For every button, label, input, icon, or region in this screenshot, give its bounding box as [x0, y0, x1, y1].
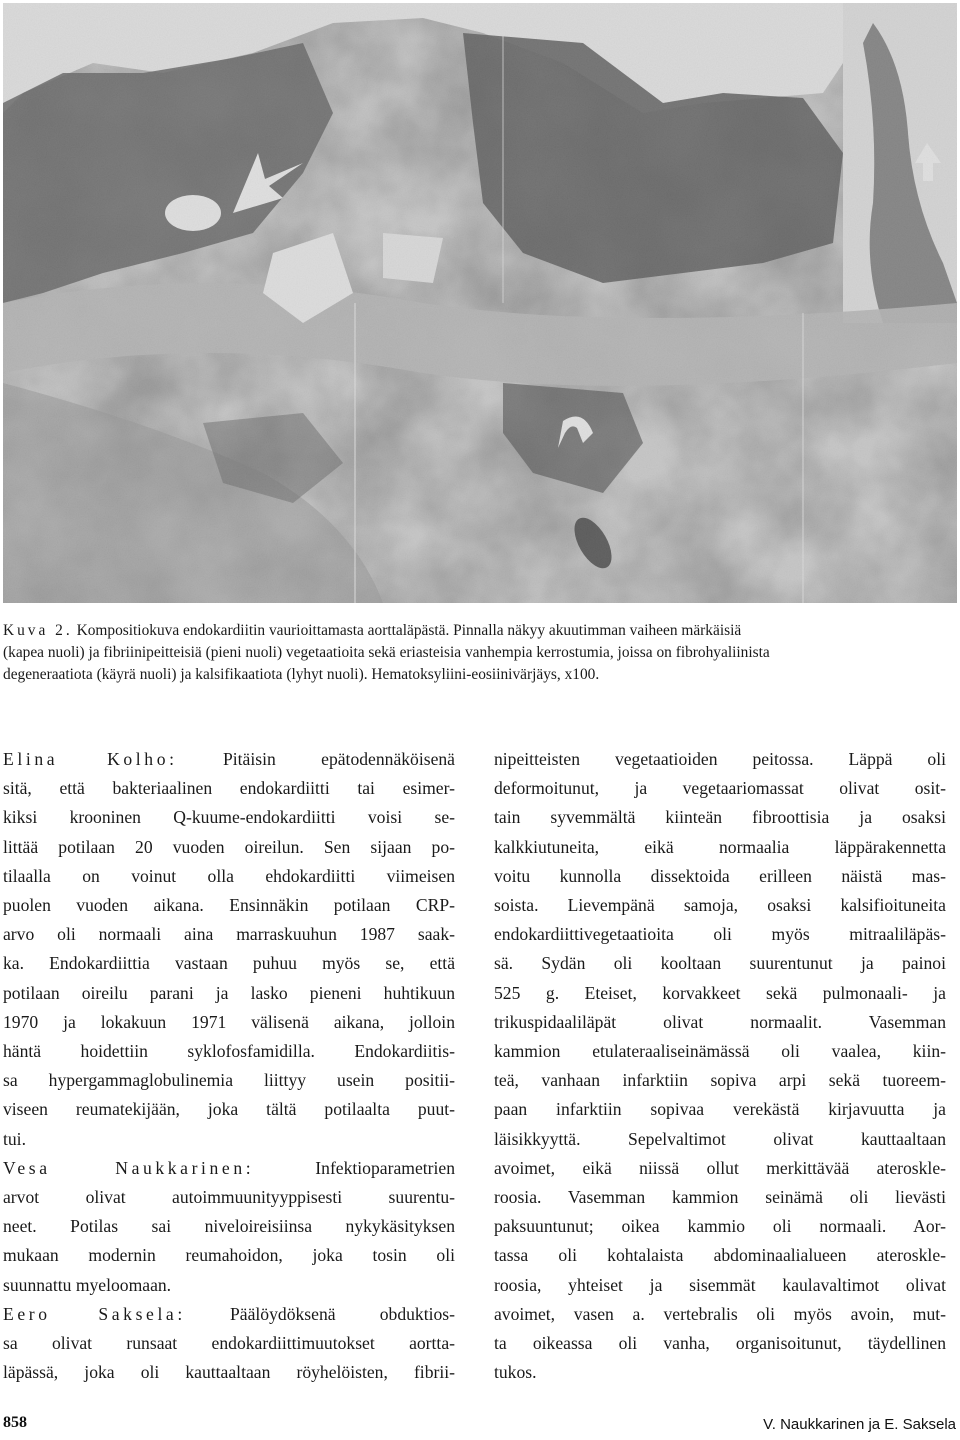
- line-text: nipeitteisten vegetaatioiden peitossa. Läppä oli: [494, 749, 946, 769]
- text-line: [3, 803, 455, 832]
- text-line: [3, 920, 455, 949]
- text-line: [494, 803, 946, 832]
- text-line: [3, 1183, 455, 1212]
- histology-composite-figure: [3, 3, 957, 603]
- line-text: 525 g. Eteiset, korvakkeet sekä pulmonaali- ja: [494, 982, 946, 1003]
- text-line: [3, 774, 455, 803]
- line-text: läpässä, joka oli kauttaaltaan röyhelöisten, fibrii-: [3, 1362, 455, 1383]
- line-text: sa olivat runsaat endokardiittimuutokset aortta-: [3, 1333, 455, 1354]
- line-text: Infektioparametrien: [254, 1157, 455, 1178]
- text-line: [494, 1125, 946, 1154]
- line-text: roosia. Vasemman kammion seinämä oli lievästi: [494, 1187, 946, 1208]
- text-line: [494, 745, 946, 774]
- line-text: potilaan oireilu parani ja lasko pieneni huhtikuun: [3, 982, 455, 1003]
- text-line: [3, 1066, 455, 1095]
- line-text: ka. Endokardiittia vastaan puhuu myös se, että: [3, 953, 455, 974]
- text-line: [3, 1037, 455, 1066]
- text-line: [3, 833, 455, 862]
- text-line: [494, 1037, 946, 1066]
- caption-label: Kuva 2.: [3, 622, 73, 639]
- speaker-name: Vesa Naukkarinen:: [3, 1157, 255, 1178]
- text-line: [494, 949, 946, 978]
- line-text: avoimet, vasen a. vertebralis oli myös avoin, mut-: [494, 1303, 946, 1324]
- text-line: [3, 745, 455, 774]
- line-text: häntä hoidettiin syklofosfamidilla. Endokardiitis-: [3, 1041, 455, 1062]
- line-text: sä. Sydän oli kooltaan suurentunut ja painoi: [494, 953, 946, 974]
- line-text: arvot olivat autoimmuunityyppisesti suurentu-: [3, 1187, 455, 1208]
- line-text: soista. Lievempänä samoja, osaksi kalsifioituneita: [494, 895, 946, 916]
- line-text: viseen reumatekijään, joka tältä potilaalta puut-: [3, 1099, 455, 1120]
- left-text-column: [3, 745, 455, 1387]
- line-text: läisikkyyttä. Sepelvaltimot olivat kauttaaltaan: [494, 1128, 946, 1149]
- line-text: kiksi krooninen Q-kuume-endokardiitti voisi se-: [3, 807, 455, 828]
- line-text: tilaalla on voinut olla ehdokardiitti viimeisen: [3, 865, 455, 886]
- caption-line-3: degeneraatiota (käyrä nuoli) ja kalsifikaatiota (lyhyt nuoli). Hematoksyliini-eosiinivärjäys, x100.: [3, 666, 600, 683]
- line-text: tain syvemmältä kiinteän fibroottisia ja osaksi: [494, 807, 946, 828]
- caption-text-1: Kompositiokuva endokardiitin vaurioittamasta aorttaläpästä. Pinnalla näkyy akuutimman vaiheen märkäisiä: [76, 622, 742, 639]
- text-line: [3, 1008, 455, 1037]
- text-line: [3, 1358, 455, 1387]
- line-text: arvo oli normaali aina marraskuuhun 1987 saak-: [3, 924, 455, 945]
- line-text: avoimet, eikä niissä ollut merkittävää ateroskle-: [494, 1157, 946, 1178]
- text-line: [3, 949, 455, 978]
- text-line: [494, 833, 946, 862]
- text-line: [3, 979, 455, 1008]
- text-line: [494, 1095, 946, 1124]
- line-text: endokardiittivegetaatioita oli myös mitraaliläpäs-: [494, 924, 946, 945]
- page-number: 858: [3, 1414, 27, 1431]
- text-line: [494, 1329, 946, 1358]
- line-text: littää potilaan 20 vuoden oireilun. Sen sijaan po-: [3, 836, 455, 857]
- text-line: [494, 1241, 946, 1270]
- line-text: sitä, että bakteriaalinen endokardiitti tai esimer-: [3, 778, 455, 799]
- text-line: [3, 1212, 455, 1241]
- text-line: [3, 1095, 455, 1124]
- micrograph-image: [3, 3, 957, 603]
- text-line: [3, 1329, 455, 1358]
- text-line: [494, 1008, 946, 1037]
- line-text: trikuspidaaliläpät olivat normaalit. Vasemman: [494, 1011, 946, 1032]
- caption-line-1: [3, 620, 957, 642]
- text-line: [3, 1125, 455, 1154]
- text-line: [494, 774, 946, 803]
- text-line: [494, 862, 946, 891]
- line-text: paksuuntunut; oikea kammio oli normaali. Aor-: [494, 1216, 946, 1237]
- text-line: [3, 1154, 455, 1183]
- line-text: suunnattu myeloomaan.: [3, 1274, 172, 1295]
- text-line: [3, 862, 455, 891]
- text-line: [3, 1300, 455, 1329]
- line-text: neet. Potilas sai niveloireisiinsa nykykäsityksen: [3, 1216, 455, 1237]
- speaker-name: Eero Saksela:: [3, 1303, 186, 1324]
- text-line: [3, 891, 455, 920]
- right-text-column: [494, 745, 946, 1387]
- text-line: [3, 1271, 455, 1300]
- line-text: 1970 ja lokakuun 1971 välisenä aikana, jolloin: [3, 1011, 455, 1032]
- line-text: deformoitunut, ja vegetaariomassat olivat osit-: [494, 778, 946, 799]
- text-line: [494, 1300, 946, 1329]
- line-text: roosia, yhteiset ja sisemmät kaulavaltimot olivat: [494, 1274, 946, 1295]
- line-text: Pitäisin epätodennäköisenä: [177, 749, 455, 769]
- line-text: Päälöydöksenä obduktios-: [185, 1303, 455, 1324]
- text-line: [3, 1241, 455, 1270]
- line-text: sa hypergammaglobulinemia liittyy usein positii-: [3, 1070, 455, 1091]
- line-text: tukos.: [494, 1362, 537, 1383]
- line-text: tui.: [3, 1128, 26, 1149]
- text-line: [494, 979, 946, 1008]
- line-text: puolen vuoden aikana. Ensinnäkin potilaan CRP-: [3, 895, 455, 916]
- text-line: [494, 1212, 946, 1241]
- text-line: [494, 891, 946, 920]
- speaker-name: Elina Kolho:: [3, 749, 178, 769]
- line-text: kammion etulateraaliseinämässä oli vaalea, kiin-: [494, 1041, 946, 1062]
- text-line: [494, 1066, 946, 1095]
- line-text: teä, vanhaan infarktiin sopiva arpi sekä tuoreem-: [494, 1070, 946, 1091]
- line-text: paan infarktiin sopivaa verekästä kirjavuutta ja: [494, 1099, 946, 1120]
- running-footer-authors: V. Naukkarinen ja E. Saksela: [763, 1416, 956, 1433]
- caption-line-2: (kapea nuoli) ja fibriinipeitteisiä (pieni nuoli) vegetaatioita sekä eriasteisia vanhempia kerrostumia, joissa on fibrohyaliinista: [3, 644, 770, 661]
- text-line: [494, 1358, 946, 1387]
- line-text: ta oikeassa oli vanha, organisoitunut, täydellinen: [494, 1333, 946, 1354]
- text-line: [494, 1183, 946, 1212]
- figure-caption: [3, 620, 957, 686]
- line-text: tassa oli kohtalaista abdominaalialueen ateroskle-: [494, 1245, 946, 1266]
- line-text: voitu kunnolla dissektoida erilleen näistä mas-: [494, 865, 946, 886]
- line-text: mukaan modernin reumahoidon, joka tosin oli: [3, 1245, 455, 1266]
- line-text: kalkkiutuneita, eikä normaalia läppärakennetta: [494, 836, 946, 857]
- text-line: [494, 920, 946, 949]
- text-line: [494, 1154, 946, 1183]
- text-line: [494, 1271, 946, 1300]
